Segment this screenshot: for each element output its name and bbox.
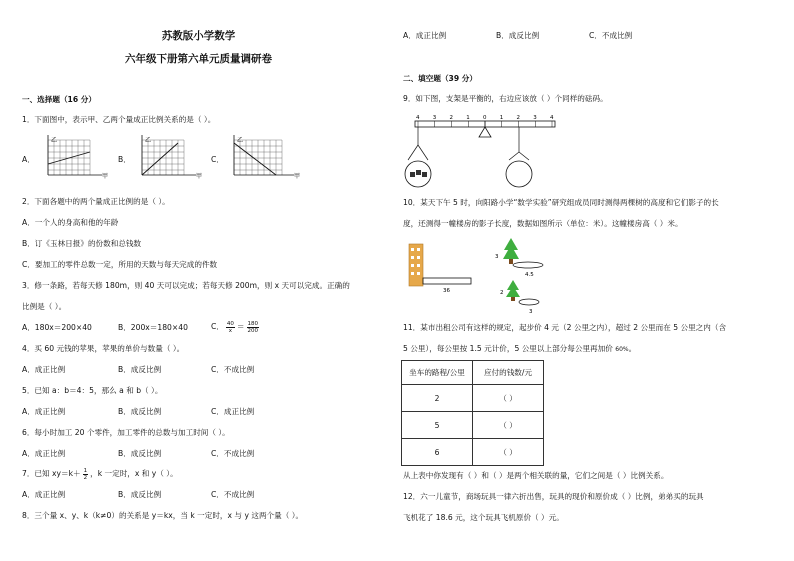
- q8-option-a: A．成正比例: [403, 31, 447, 40]
- table-header: 坐车的路程/公里: [402, 361, 473, 385]
- tree2-shadow-value: 3: [529, 309, 533, 315]
- q10-shadow-figure: [405, 236, 565, 316]
- q1-option-a-label: A．: [22, 155, 35, 164]
- q5-option-b: B．成反比例: [118, 407, 162, 416]
- table-cell: 5: [402, 412, 473, 439]
- balance-tick-label: 1: [466, 115, 470, 121]
- q2-option-b: B．订《玉林日报》的份数和总钱数: [22, 239, 142, 248]
- q3-text-line2: 比例是（ ）。: [22, 302, 67, 311]
- table-row: [402, 412, 544, 439]
- q6-option-c: C．不成比例: [211, 449, 255, 458]
- q1-graph-b-x-label: 甲: [196, 173, 203, 180]
- q7-option-c: C．不成比例: [211, 490, 255, 499]
- q3-fraction-1: $\frac{40}{x}$: [226, 320, 234, 334]
- weight-icon: [416, 170, 421, 175]
- q9-balance-figure: [405, 112, 565, 192]
- q4-text: 4．买 60 元钱的苹果，苹果的单价与数量（ ）。: [22, 344, 185, 353]
- q6-option-b: B．成反比例: [118, 449, 162, 458]
- page-subtitle: 六年级下册第六单元质量调研卷: [125, 53, 272, 65]
- tree1-height-value: 3: [495, 254, 499, 260]
- q11-text-line3: 从上表中你发现有（ ）和（ ）是两个相关联的量，它们之间是（ ）比例关系。: [403, 471, 669, 480]
- q11-text-line1: 11．某市出租公司有这样的规定，起步价 4 元（2 公里之内），超过 2 公里而在 5 公里之内（含: [403, 323, 727, 332]
- balance-tick-label: 2: [516, 115, 520, 121]
- balance-tick-label: 3: [432, 115, 437, 121]
- q7-option-a: A．成正比例: [22, 490, 66, 499]
- q3-fraction-2: $\frac{180}{200}$: [247, 320, 258, 334]
- q1-graph-b-y-label: 乙: [145, 137, 152, 144]
- q7-text: 7．已知 xy＝k＋ $\frac{1}{2}$ ，k 一定时，x 和 y（ ）。: [22, 467, 178, 481]
- q2-option-a: A．一个人的身高和他的年龄: [22, 218, 119, 227]
- q10-text-line2: 度，还测得一幢楼房的影子长度，数据如图所示（单位：米）。这幢楼房高（ ）米。: [403, 219, 683, 228]
- q8-text: 8．三个量 x、y、k（k≠0）的关系是 y＝kx，当 k 一定时，x 与 y 这两个量（ ）。: [22, 511, 304, 520]
- q6-option-a: A．成正比例: [22, 449, 66, 458]
- q4-option-b: B．成反比例: [118, 365, 162, 374]
- table-header-row: [402, 361, 544, 385]
- balance-tick-label: 2: [449, 115, 453, 121]
- weight-icon: [422, 172, 427, 177]
- q1-text: 1．下面图中，表示甲、乙两个量成正比例关系的是（ ）。: [22, 115, 216, 124]
- q7-option-b: B．成反比例: [118, 490, 162, 499]
- balance-tick-label: 4: [416, 115, 420, 121]
- q1-graph-a: [40, 135, 110, 180]
- q1-graph-a-x-label: 甲: [102, 173, 109, 180]
- balance-tick-label: 1: [499, 115, 504, 121]
- q2-option-c: C．要加工的零件总数一定，所用的天数与每天完成的件数: [22, 260, 218, 269]
- q5-option-a: A．成正比例: [22, 407, 66, 416]
- q3-option-c-label: C．: [211, 322, 224, 331]
- building-shadow: [423, 278, 471, 284]
- table-cell: （ ）: [473, 439, 544, 466]
- q9-text: 9．如下图，支架是平衡的，右边应该放（ ）个同样的砝码。: [403, 94, 608, 103]
- section-1-title: 一、选择题（16 分）: [22, 95, 96, 104]
- q4-option-c: C．不成比例: [211, 365, 255, 374]
- q8-option-c: C．不成比例: [589, 31, 633, 40]
- q1-graph-b: [134, 135, 204, 180]
- fare-table: [401, 360, 544, 466]
- q10-text-line1: 10．某天下午 5 时，向阳路小学“数学实验”研究组成员同时测得两棵树的高度和它们影子的长: [403, 198, 719, 207]
- table-row: [402, 385, 544, 412]
- building-shadow-value: 36: [443, 288, 450, 294]
- q8-option-b: B．成反比例: [496, 31, 540, 40]
- q12-text-line1: 12．六一儿童节，商场玩具一律六折出售，玩具的现价和原价成（ ）比例，弟弟买的玩具: [403, 492, 704, 501]
- weight-icon: [410, 172, 415, 177]
- table-cell: （ ）: [473, 412, 544, 439]
- q4-option-a: A．成正比例: [22, 365, 66, 374]
- q3-text-line1: 3．修一条路，若每天修 180m，则 40 天可以完成；若每天修 200m，则 x 天可以完成。正确的: [22, 281, 350, 290]
- table-cell: 2: [402, 385, 473, 412]
- page-title: 苏教版小学数学: [161, 30, 236, 42]
- table-header: 应付的钱数/元: [473, 361, 544, 385]
- balance-tick-label: 4: [550, 115, 554, 121]
- table-row: [402, 439, 544, 466]
- q7-fraction: $\frac{1}{2}$: [83, 467, 88, 481]
- table-cell: （ ）: [473, 385, 544, 412]
- q5-text: 5．已知 a：b＝4：5，那么 a 和 b（ ）。: [22, 386, 163, 395]
- q5-option-c: C．成正比例: [211, 407, 255, 416]
- q1-graph-c-x-label: 甲: [294, 173, 301, 180]
- q1-graph-c: [226, 135, 306, 180]
- q12-text-line2: 飞机花了 18.6 元，这个玩具飞机原价（ ）元。: [403, 513, 564, 522]
- q3-option-b: B．200x＝180×40: [118, 323, 188, 332]
- tree2-height-value: 2: [500, 290, 504, 296]
- tree1-shadow-value: 4.5: [525, 272, 534, 278]
- q1-option-c-label: C．: [211, 155, 224, 164]
- section-2-title: 二、填空题（39 分）: [403, 74, 477, 83]
- q11-text-line2: 5 公里），每公里按 1.5 元计价，5 公里以上部分每公里再加价 60%。: [403, 344, 637, 353]
- q1-graph-c-y-label: 乙: [237, 137, 244, 144]
- q1-option-b-label: B．: [118, 155, 131, 164]
- q3-option-a: A．180x＝200×40: [22, 323, 92, 332]
- table-cell: 6: [402, 439, 473, 466]
- q1-graph-a-y-label: 乙: [51, 137, 58, 144]
- q3-option-c: C． $\frac{40}{x}$ ＝ $\frac{180}{200}$: [211, 320, 258, 334]
- q6-text: 6．每小时加工 20 个零件，加工零件的总数与加工时间（ ）。: [22, 428, 230, 437]
- q2-text: 2．下面各题中的两个量成正比例的是（ ）。: [22, 197, 170, 206]
- balance-tick-label: 0: [483, 115, 487, 121]
- balance-tick-label: 3: [533, 115, 537, 121]
